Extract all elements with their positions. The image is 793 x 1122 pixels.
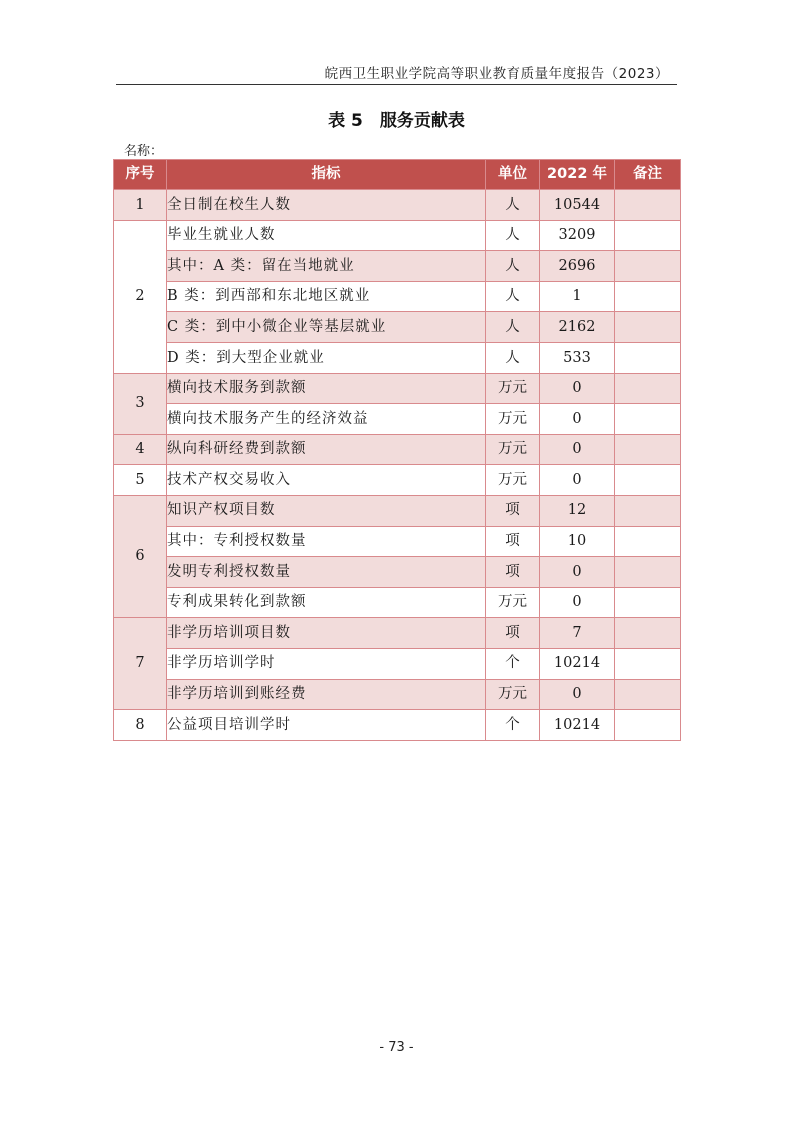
row-note xyxy=(615,404,681,435)
row-unit: 项 xyxy=(486,557,540,588)
table-row xyxy=(114,434,681,465)
report-header-title: 皖西卫生职业学院高等职业教育质量年度报告（2023） xyxy=(324,66,669,82)
row-value: 10544 xyxy=(540,190,615,221)
row-value: 7 xyxy=(540,618,615,649)
col-header-note: 备注 xyxy=(615,160,681,190)
row-note xyxy=(615,190,681,221)
row-indicator: 横向技术服务到款额 xyxy=(167,373,486,404)
row-value: 3209 xyxy=(540,220,615,251)
row-unit: 项 xyxy=(486,495,540,526)
row-note xyxy=(615,648,681,679)
table-row xyxy=(114,618,681,649)
row-indicator: 非学历培训学时 xyxy=(167,648,486,679)
row-value: 0 xyxy=(540,373,615,404)
row-value: 2162 xyxy=(540,312,615,343)
row-value: 10 xyxy=(540,526,615,557)
table-row xyxy=(114,557,681,588)
row-indicator: 知识产权项目数 xyxy=(167,495,486,526)
row-value: 1 xyxy=(540,281,615,312)
row-unit: 万元 xyxy=(486,373,540,404)
table-row xyxy=(114,526,681,557)
row-unit: 万元 xyxy=(486,587,540,618)
row-value: 0 xyxy=(540,404,615,435)
row-no: 8 xyxy=(114,710,167,741)
row-unit: 人 xyxy=(486,220,540,251)
row-value: 0 xyxy=(540,465,615,496)
row-note xyxy=(615,679,681,710)
row-indicator: C 类：到中小微企业等基层就业 xyxy=(167,312,486,343)
name-label: 名称： xyxy=(124,144,164,159)
table-row xyxy=(114,710,681,741)
row-note xyxy=(615,251,681,282)
row-indicator: 技术产权交易收入 xyxy=(167,465,486,496)
row-note xyxy=(615,373,681,404)
table-row xyxy=(114,281,681,312)
row-unit: 人 xyxy=(486,312,540,343)
row-note xyxy=(615,434,681,465)
table-row xyxy=(114,679,681,710)
row-indicator: B 类：到西部和东北地区就业 xyxy=(167,281,486,312)
row-value: 10214 xyxy=(540,710,615,741)
table-header-row xyxy=(114,160,681,190)
table-row xyxy=(114,404,681,435)
row-value: 10214 xyxy=(540,648,615,679)
row-note xyxy=(615,587,681,618)
col-header-no: 序号 xyxy=(114,160,167,190)
row-note xyxy=(615,618,681,649)
row-note xyxy=(615,710,681,741)
row-value: 533 xyxy=(540,342,615,373)
row-note xyxy=(615,312,681,343)
row-indicator: 非学历培训项目数 xyxy=(167,618,486,649)
table-title: 表 5 服务贡献表 xyxy=(328,111,465,131)
col-header-year: 2022 年 xyxy=(540,160,615,190)
row-indicator: D 类：到大型企业就业 xyxy=(167,342,486,373)
row-note xyxy=(615,495,681,526)
row-value: 0 xyxy=(540,434,615,465)
row-no: 7 xyxy=(114,618,167,710)
row-indicator: 发明专利授权数量 xyxy=(167,557,486,588)
table-row xyxy=(114,495,681,526)
table-row xyxy=(114,587,681,618)
table-row xyxy=(114,373,681,404)
row-indicator: 非学历培训到账经费 xyxy=(167,679,486,710)
row-unit: 万元 xyxy=(486,465,540,496)
row-note xyxy=(615,342,681,373)
row-value: 12 xyxy=(540,495,615,526)
row-no: 2 xyxy=(114,220,167,373)
row-note xyxy=(615,465,681,496)
row-indicator: 其中：A 类：留在当地就业 xyxy=(167,251,486,282)
row-unit: 万元 xyxy=(486,434,540,465)
row-note xyxy=(615,281,681,312)
table-row xyxy=(114,220,681,251)
row-unit: 人 xyxy=(486,190,540,221)
row-indicator: 专利成果转化到款额 xyxy=(167,587,486,618)
col-header-indicator: 指标 xyxy=(167,160,486,190)
row-note xyxy=(615,557,681,588)
row-note xyxy=(615,220,681,251)
service-contribution-table xyxy=(113,159,681,741)
row-indicator: 公益项目培训学时 xyxy=(167,710,486,741)
table-row xyxy=(114,648,681,679)
row-value: 2696 xyxy=(540,251,615,282)
row-no: 1 xyxy=(114,190,167,221)
page-number: - 73 - xyxy=(379,1040,414,1055)
row-indicator: 全日制在校生人数 xyxy=(167,190,486,221)
row-unit: 人 xyxy=(486,342,540,373)
row-unit: 个 xyxy=(486,648,540,679)
row-no: 3 xyxy=(114,373,167,434)
table-row xyxy=(114,312,681,343)
row-note xyxy=(615,526,681,557)
row-unit: 个 xyxy=(486,710,540,741)
row-indicator: 横向技术服务产生的经济效益 xyxy=(167,404,486,435)
row-unit: 万元 xyxy=(486,679,540,710)
row-unit: 项 xyxy=(486,618,540,649)
row-value: 0 xyxy=(540,587,615,618)
row-no: 4 xyxy=(114,434,167,465)
row-value: 0 xyxy=(540,679,615,710)
header-divider xyxy=(116,84,677,85)
row-unit: 人 xyxy=(486,251,540,282)
row-indicator: 纵向科研经费到款额 xyxy=(167,434,486,465)
table-row xyxy=(114,342,681,373)
table-row xyxy=(114,251,681,282)
table-row xyxy=(114,465,681,496)
row-indicator: 其中：专利授权数量 xyxy=(167,526,486,557)
row-value: 0 xyxy=(540,557,615,588)
row-no: 6 xyxy=(114,495,167,617)
col-header-unit: 单位 xyxy=(486,160,540,190)
row-unit: 万元 xyxy=(486,404,540,435)
row-unit: 项 xyxy=(486,526,540,557)
row-no: 5 xyxy=(114,465,167,496)
row-unit: 人 xyxy=(486,281,540,312)
table-row xyxy=(114,190,681,221)
row-indicator: 毕业生就业人数 xyxy=(167,220,486,251)
